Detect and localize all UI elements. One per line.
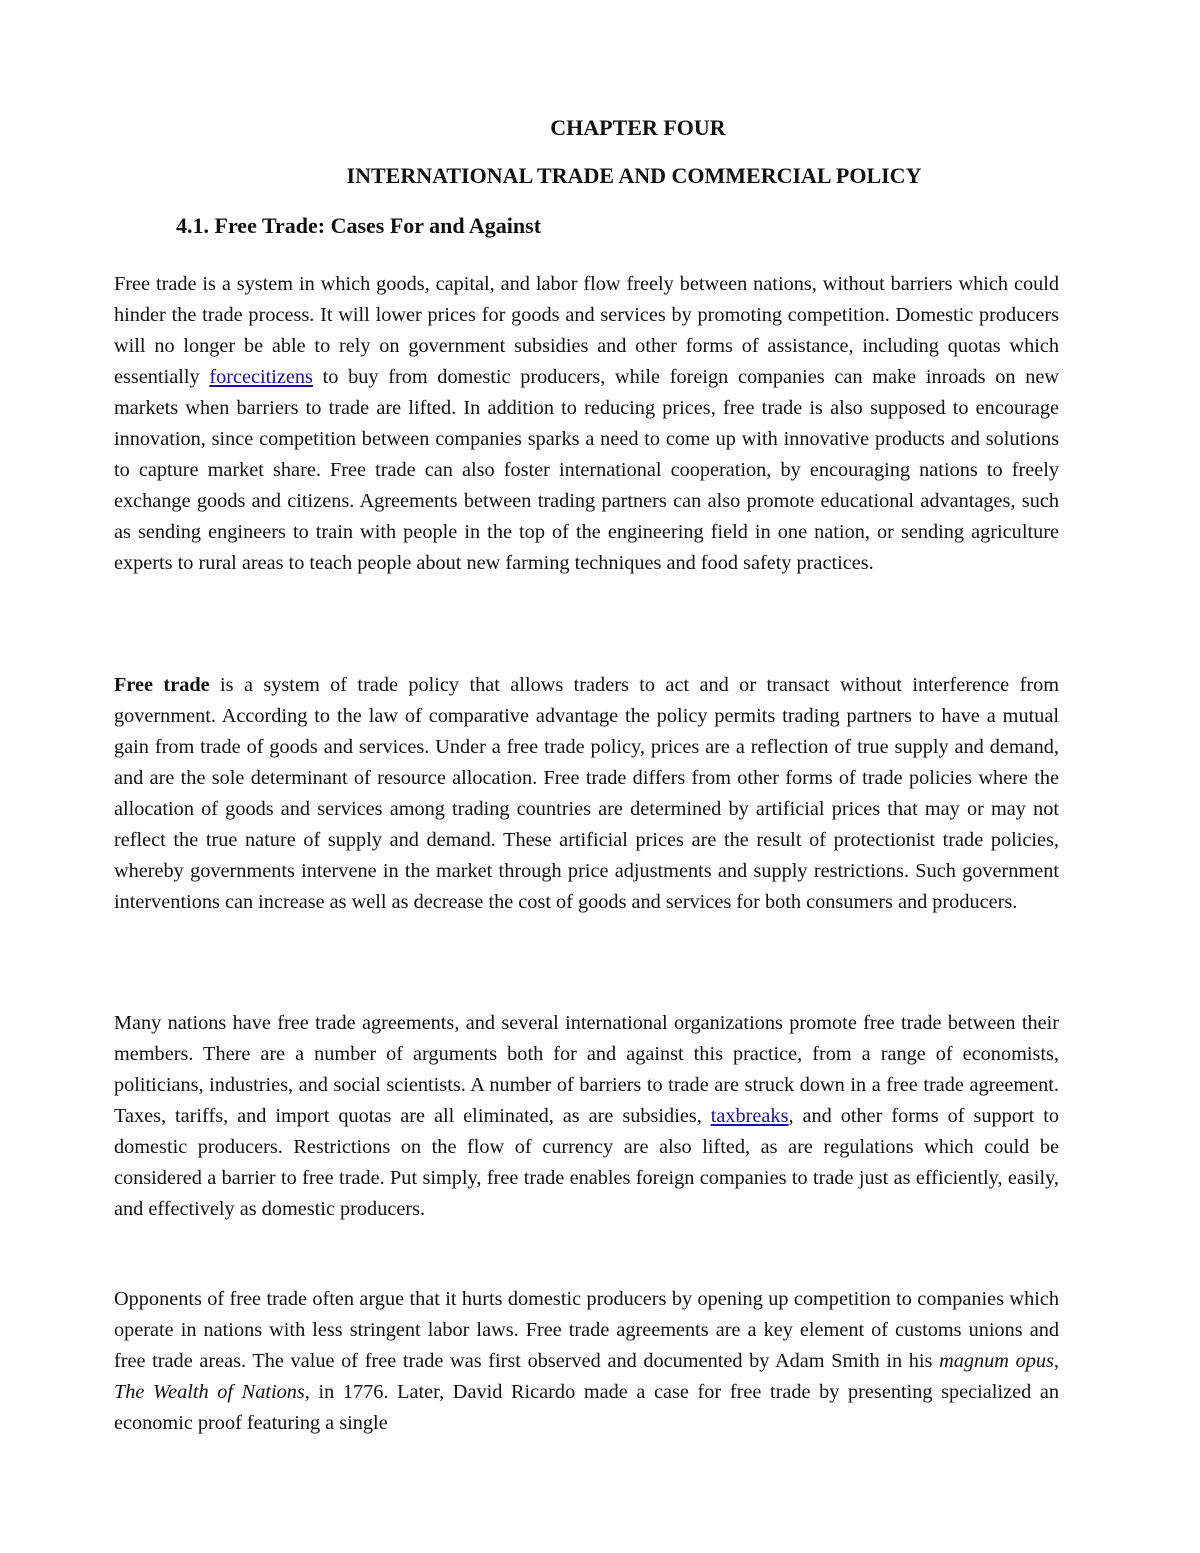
paragraph-text: is a system of trade policy that allows traders to act and or transact without interference from government. According to the law of comparative advantage the policy permits trading partners to have a mutual gain from trade of goods and services. Under a free trade policy, prices are a reflection of true supply and demand, and are the sole determinant of resource allocation. Free trade differs from other forms of trade policies where the allocation of goods and services among trading countries are determined by artificial prices that may or may not reflect the true nature of supply and demand. These artificial prices are the result of protectionist trade policies, whereby governments intervene in the market through price adjustments and supply restrictions. Such government interventions can increase as well as decrease the cost of goods and services for both consumers and producers. (114, 674, 1059, 913)
paragraph-text: Opponents of free trade often argue that it hurts domestic producers by opening up competition to companies which operate in nations with less stringent labor laws. Free trade agreements are a key element of customs unions and free trade areas. The value of free trade was first observed and documented by Adam Smith in his (114, 1288, 1059, 1372)
book-title: The Wealth of Nations (114, 1381, 305, 1403)
paragraph-text: Free trade is a system in which goods, capital, and labor flow freely between nations, without barriers which could hinder the trade process. It will lower prices for goods and services by promoting competition. Domestic producers will no longer be able to rely on government subsidies and other forms of assistance, including quotas which essentially (114, 273, 1059, 388)
forcecitizens-link[interactable]: forcecitizens (209, 366, 313, 388)
paragraph-text: , and other forms of support to domestic producers. Restrictions on the flow of currency are also lifted, as are regulations which could be considered a barrier to free trade. Put simply, free trade enables foreign companies to trade just as efficiently, easily, and effectively as domestic producers. (114, 1105, 1060, 1220)
paragraph-text: , in 1776. Later, David Ricardo made a case for free trade by presenting specialized an economic proof featuring a single (114, 1381, 1059, 1434)
paragraph-free-trade-definition (114, 670, 1059, 918)
paragraph-free-trade-agreements (114, 1008, 1059, 1225)
paragraph-free-trade-system (114, 269, 1059, 579)
document-title: INTERNATIONAL TRADE AND COMMERCIAL POLICY (346, 163, 922, 188)
paragraph-opponents (114, 1284, 1059, 1439)
italic-term: magnum opus (939, 1350, 1054, 1372)
section-heading: 4.1. Free Trade: Cases For and Against (176, 213, 542, 238)
taxbreaks-link[interactable]: taxbreaks (710, 1105, 789, 1127)
paragraph-text: , (1053, 1350, 1059, 1372)
chapter-title: CHAPTER FOUR (550, 115, 726, 140)
bold-term: Free trade (114, 674, 210, 696)
paragraph-text: Many nations have free trade agreements, and several international organizations promote free trade between their members. There are a number of arguments both for and against this practice, from a range of economists, politicians, industries, and social scientists. A number of barriers to trade are struck down in a free trade agreement. Taxes, tariffs, and import quotas are all eliminated, as are subsidies, (114, 1012, 1059, 1127)
paragraph-text: to buy from domestic producers, while foreign companies can make inroads on new markets when barriers to trade are lifted. In addition to reducing prices, free trade is also supposed to encourage innovation, since competition between companies sparks a need to come up with innovative products and solutions to capture market share. Free trade can also foster international cooperation, by encouraging nations to freely exchange goods and citizens. Agreements between trading partners can also promote educational advantages, such as sending engineers to train with people in the top of the engineering field in one nation, or sending agriculture experts to rural areas to teach people about new farming techniques and food safety practices. (114, 366, 1059, 574)
